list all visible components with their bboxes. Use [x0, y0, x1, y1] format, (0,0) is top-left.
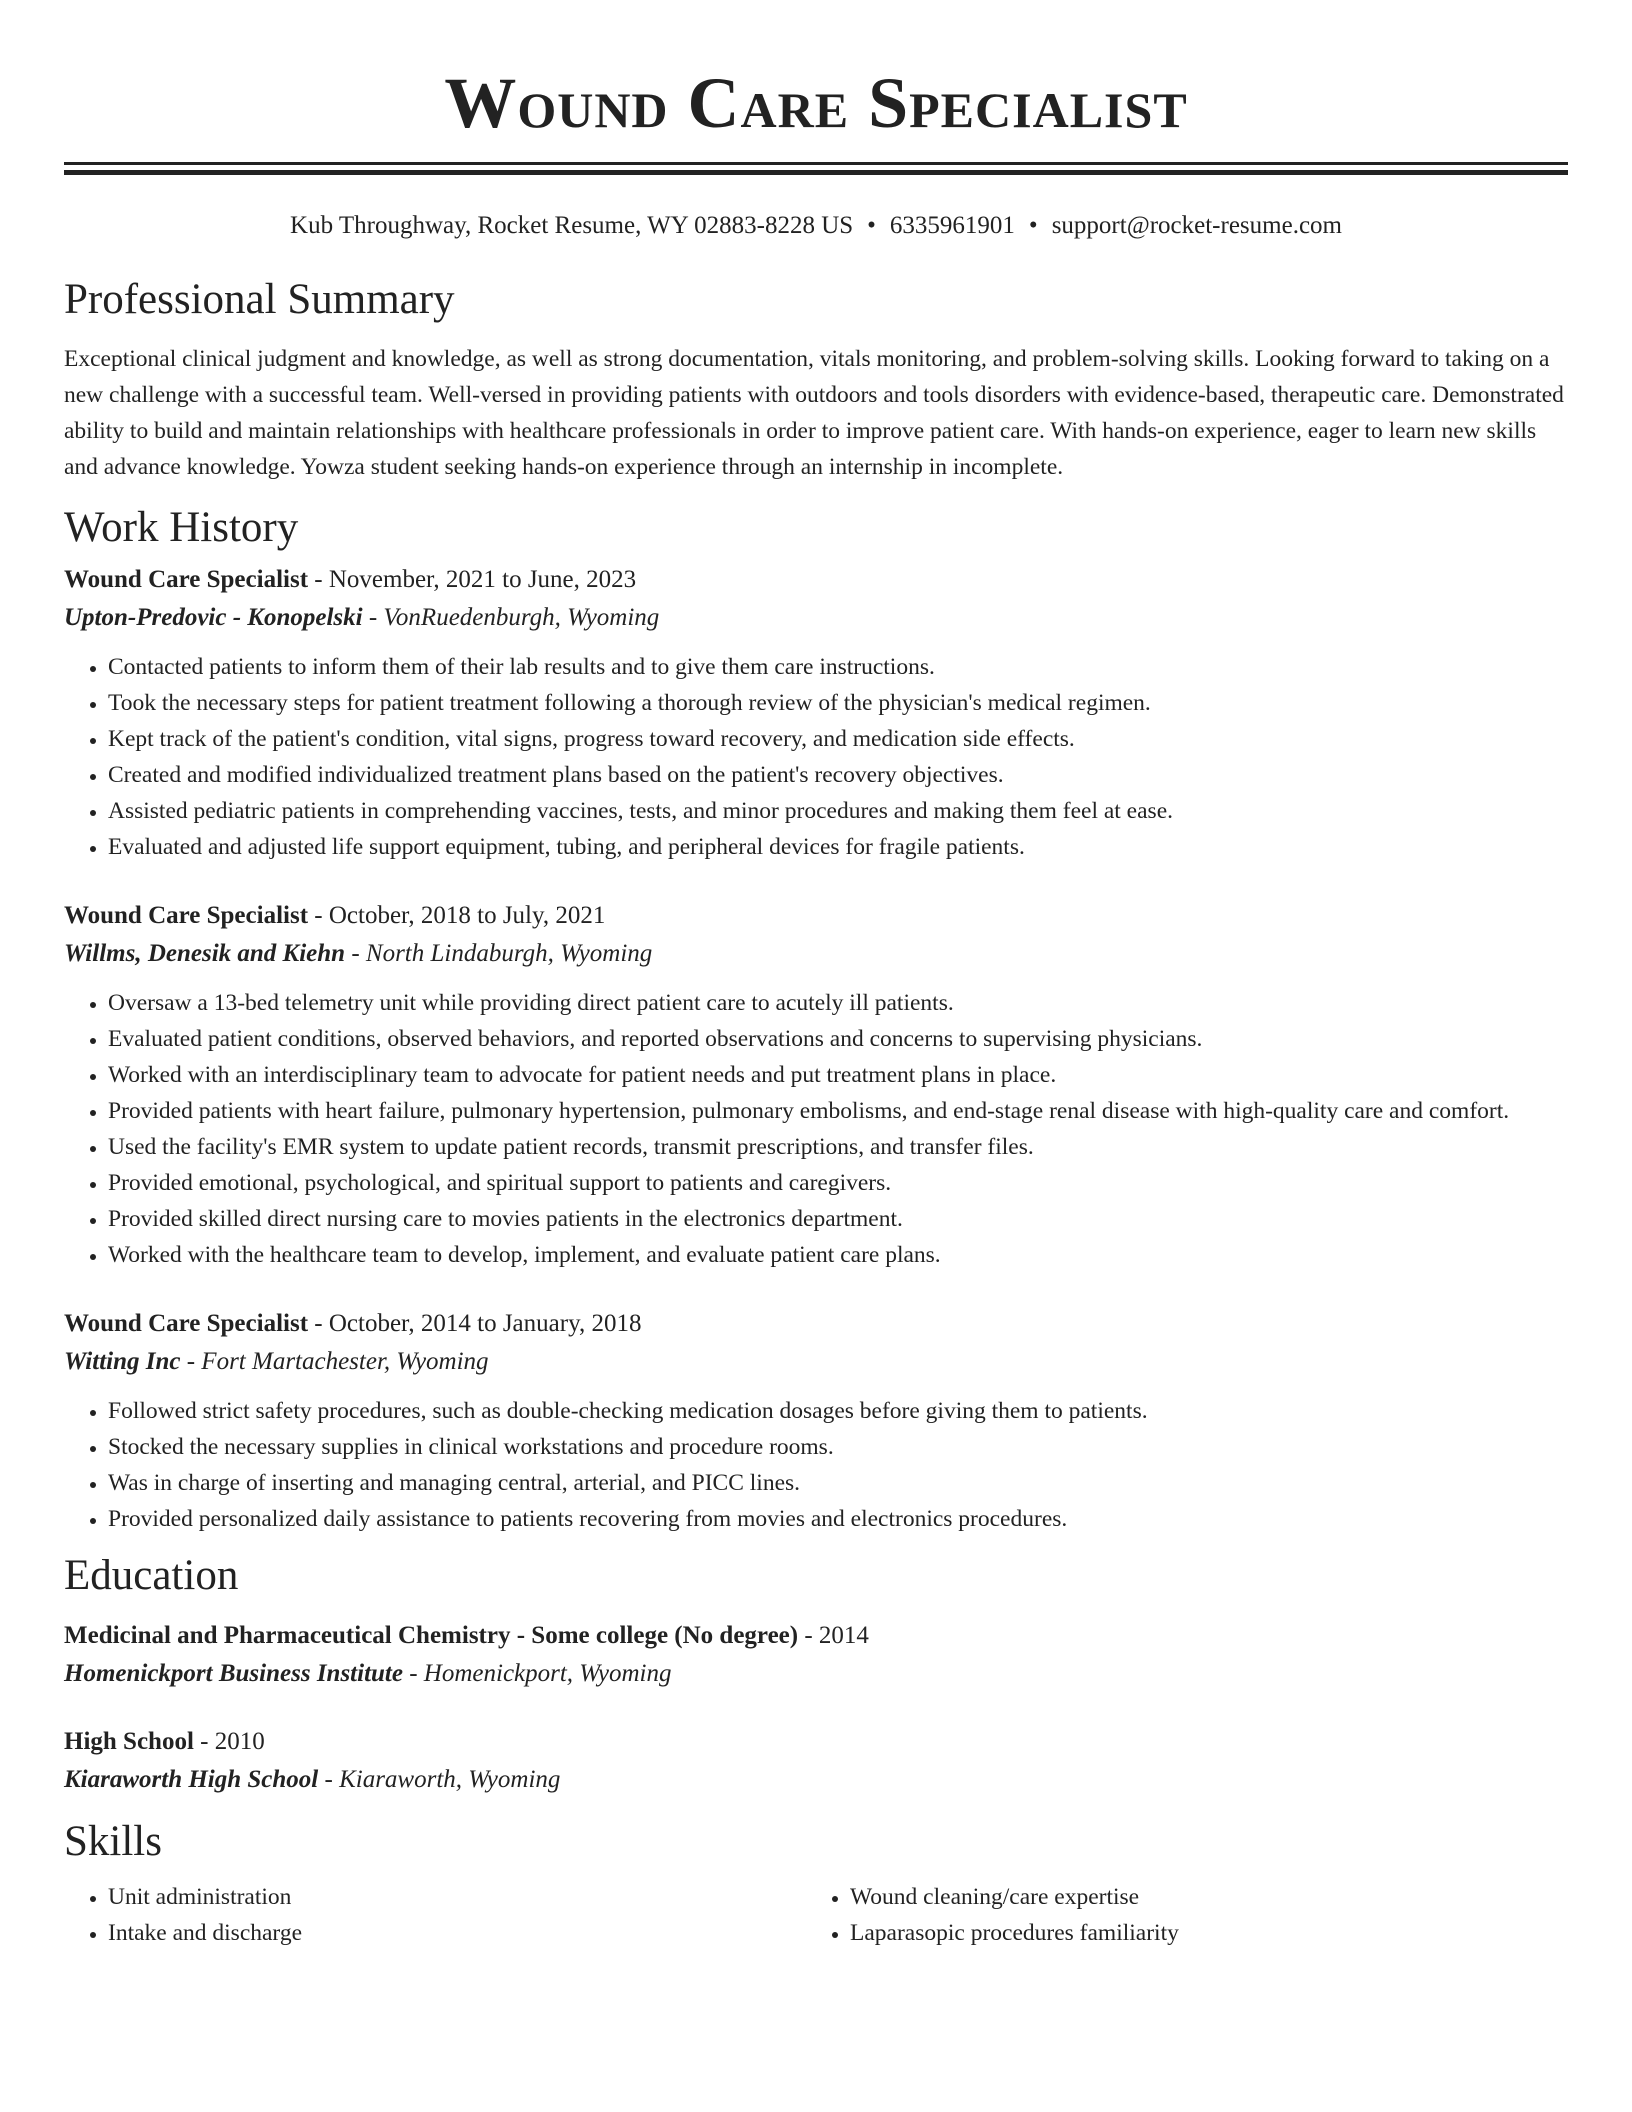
job-title: Wound Care Specialist: [64, 566, 309, 593]
job-entry: [64, 897, 1568, 1273]
job-bullet: • Provided patients with heart failure, pulmonary hypertension, pulmonary embolisms, and end-stage renal disease with high-quality care and comfort.: [108, 1093, 1568, 1129]
summary-text: Exceptional clinical judgment and knowledge, as well as strong documentation, vitals monitoring, and problem-solving skills. Looking forward to taking on a new challenge with a successful team. Well-versed in providing patients with outdoors and tools disorders with evidence-based, therapeutic care. Demonstrated ability to build and maintain relationships with healthcare professionals in order to improve patient care. With hands-on experience, eager to learn new skills and advance knowledge. Yowza student seeking hands-on experience through an internship in incomplete.: [64, 346, 1564, 480]
job-bullet: • Kept track of the patient's condition, vital signs, progress toward recovery, and medication side effects.: [108, 721, 1568, 757]
education-school-line: [64, 1761, 1568, 1799]
contact-line: [64, 209, 1568, 243]
job-location: - Fort Martachester, Wyoming: [180, 1348, 489, 1375]
job-bullet: • Evaluated patient conditions, observed behaviors, and reported observations and concerns to supervising physicians.: [108, 1021, 1568, 1057]
contact-address: Kub Throughway, Rocket Resume, WY 02883-8228 US: [290, 212, 854, 239]
job-title-line: [64, 897, 1568, 935]
job-dates: - October, 2014 to January, 2018: [308, 1310, 642, 1337]
job-location: - VonRuedenburgh, Wyoming: [362, 604, 660, 631]
job-bullets: [64, 649, 1568, 865]
skills-column-left: [64, 1879, 806, 1951]
job-bullet: • Provided emotional, psychological, and spiritual support to patients and caregivers.: [108, 1165, 1568, 1201]
skills-grid: [64, 1879, 1568, 1951]
job-bullet: • Provided personalized daily assistance to patients recovering from movies and electronics procedures.: [108, 1501, 1568, 1537]
education-heading: Education: [64, 1552, 239, 1599]
job-entry: [64, 1305, 1568, 1537]
resume-title: Wound Care Specialist: [444, 63, 1188, 143]
education-location: - Homenickport, Wyoming: [402, 1660, 672, 1687]
education-year: - 2014: [798, 1622, 869, 1649]
skills-list: [64, 1879, 806, 1951]
contact-phone: 6335961901: [889, 212, 1015, 239]
job-bullets: [64, 1393, 1568, 1537]
title-divider-thick: [64, 170, 1568, 175]
skill-item: • Laparasopic procedures familiarity: [850, 1915, 1548, 1951]
education-year: - 2010: [193, 1728, 265, 1755]
contact-email[interactable]: support@rocket-resume.com: [1051, 212, 1342, 239]
job-bullet: • Provided skilled direct nursing care to movies patients in the electronics department.: [108, 1201, 1568, 1237]
education-degree: High School: [64, 1728, 194, 1755]
job-company-line: [64, 1343, 1568, 1381]
job-company-line: [64, 599, 1568, 637]
education-entry: [64, 1723, 1568, 1799]
job-bullet: • Oversaw a 13-bed telemetry unit while providing direct patient care to acutely ill patients.: [108, 985, 1568, 1021]
education-location: - Kiaraworth, Wyoming: [318, 1766, 561, 1793]
skill-item: • Unit administration: [108, 1879, 806, 1915]
education-school: Homenickport Business Institute: [64, 1660, 403, 1687]
education-school: Kiaraworth High School: [64, 1766, 319, 1793]
title-divider-thin: [64, 162, 1568, 165]
job-company: Upton-Predovic - Konopelski: [64, 604, 363, 631]
skill-item: • Wound cleaning/care expertise: [850, 1879, 1548, 1915]
job-company: Willms, Denesik and Kiehn: [64, 940, 346, 967]
job-bullet: • Created and modified individualized treatment plans based on the patient's recovery objectives.: [108, 757, 1568, 793]
job-bullet: • Evaluated and adjusted life support equipment, tubing, and peripheral devices for fragile patients.: [108, 829, 1568, 865]
education-entry: [64, 1617, 1568, 1693]
job-location: - North Lindaburgh, Wyoming: [345, 940, 653, 967]
job-bullet: • Was in charge of inserting and managing central, arterial, and PICC lines.: [108, 1465, 1568, 1501]
skills-column-right: [806, 1879, 1548, 1951]
job-dates: - October, 2018 to July, 2021: [308, 902, 606, 929]
skills-heading: Skills: [64, 1818, 162, 1865]
job-bullet: • Took the necessary steps for patient treatment following a thorough review of the physician's medical regimen.: [108, 685, 1568, 721]
education-degree-line: [64, 1723, 1568, 1761]
job-bullet: • Followed strict safety procedures, such as double-checking medication dosages before giving them to patients.: [108, 1393, 1568, 1429]
job-entry: [64, 561, 1568, 865]
job-bullet: • Used the facility's EMR system to update patient records, transmit prescriptions, and transfer files.: [108, 1129, 1568, 1165]
job-title: Wound Care Specialist: [64, 1310, 309, 1337]
job-bullet: • Assisted pediatric patients in comprehending vaccines, tests, and minor procedures and making them feel at ease.: [108, 793, 1568, 829]
skills-list: [806, 1879, 1548, 1951]
job-company: Witting Inc: [64, 1348, 181, 1375]
job-bullets: [64, 985, 1568, 1273]
education-degree: Medicinal and Pharmaceutical Chemistry - Some college (No degree): [64, 1622, 799, 1649]
job-title-line: [64, 561, 1568, 599]
education-degree-line: [64, 1617, 1568, 1655]
contact-separator: •: [867, 212, 876, 239]
job-bullet: • Stocked the necessary supplies in clinical workstations and procedure rooms.: [108, 1429, 1568, 1465]
job-title-line: [64, 1305, 1568, 1343]
contact-separator: •: [1028, 212, 1038, 239]
work-history-heading: Work History: [64, 504, 299, 551]
job-bullet: • Worked with the healthcare team to develop, implement, and evaluate patient care plans.: [108, 1237, 1568, 1273]
job-bullet: • Worked with an interdisciplinary team to advocate for patient needs and put treatment plans in place.: [108, 1057, 1568, 1093]
job-title: Wound Care Specialist: [64, 902, 309, 929]
summary-heading: Professional Summary: [64, 276, 455, 323]
job-company-line: [64, 935, 1568, 973]
job-dates: - November, 2021 to June, 2023: [308, 566, 637, 593]
skill-item: • Intake and discharge: [108, 1915, 806, 1951]
education-school-line: [64, 1655, 1568, 1693]
job-bullet: • Contacted patients to inform them of their lab results and to give them care instructions.: [108, 649, 1568, 685]
